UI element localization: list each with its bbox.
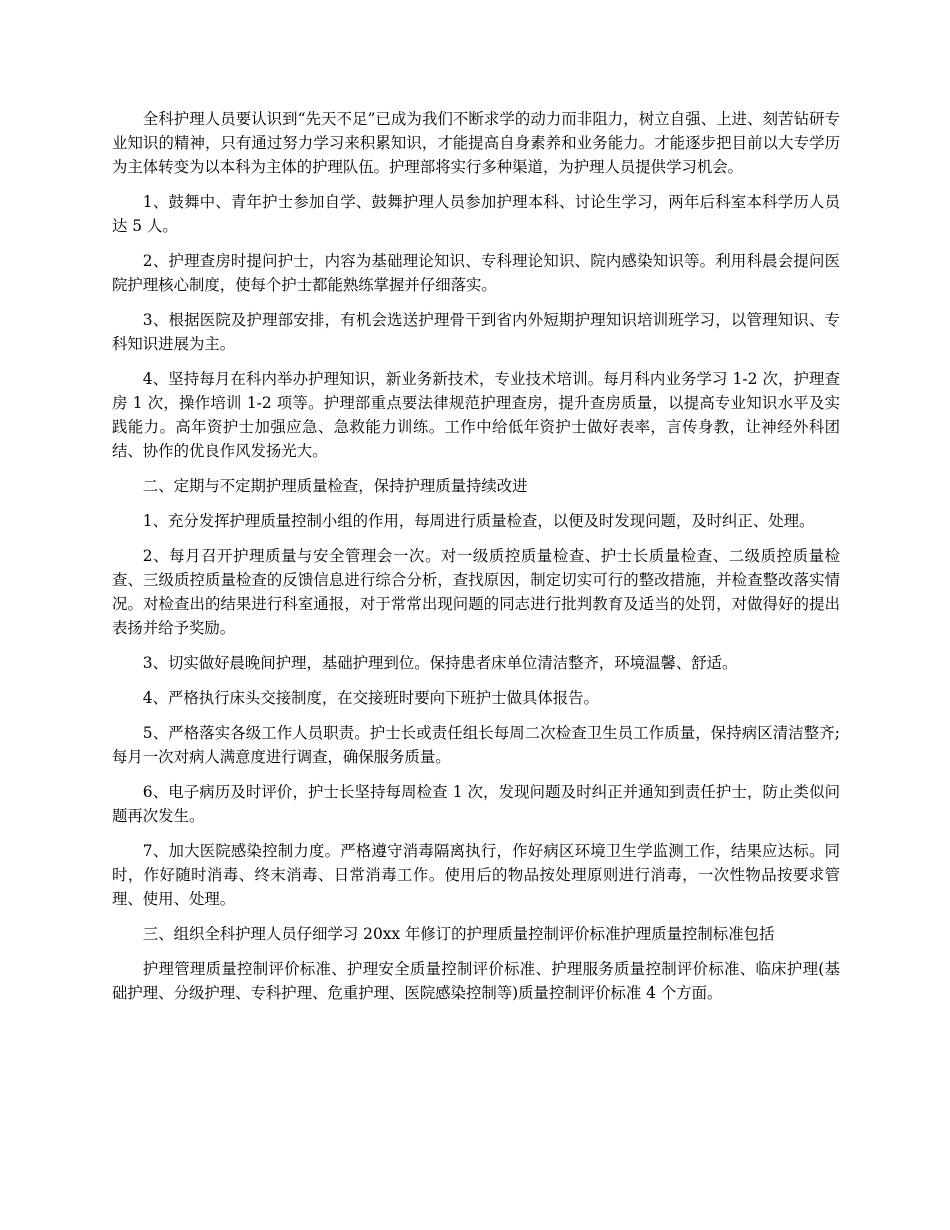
- document-page: [112, 107, 840, 1016]
- paragraph-section2-item-2: 2、每月召开护理质量与安全管理会一次。对一级质控质量检查、护士长质量检查、二级质控质量检查、三级质控质量检查的反馈信息进行综合分析，查找原因，制定切实可行的整改措施，并检查整改落实情况。对检查出的结果进行科室通报，对于常常出现问题的同志进行批判教育及适当的处罚，对做得好的提出表扬并给予奖励。: [112, 547, 840, 637]
- paragraph-section2-item-7: 7、加大医院感染控制力度。严格遵守消毒隔离执行，作好病区环境卫生学监测工作，结果应达标。同时，作好随时消毒、终末消毒、日常消毒工作。使用后的物品按处理原则进行消毒，一次性物品按要求管理、使用、处理。: [112, 842, 840, 908]
- paragraph-section3-body: 护理管理质量控制评价标准、护理安全质量控制评价标准、护理服务质量控制评价标准、临床护理(基础护理、分级护理、专科护理、危重护理、医院感染控制等)质量控制评价标准 4 个方面。: [112, 960, 840, 1002]
- section-heading-3: 三、组织全科护理人员仔细学习 20xx 年修订的护理质量控制评价标准护理质量控制标准包括: [142, 925, 775, 943]
- paragraph-intro: 全科护理人员要认识到“先天不足”已成为我们不断求学的动力而非阻力，树立自强、上进、刻苦钻研专业知识的精神，只有通过努力学习来积累知识，才能提高自身素养和业务能力。才能逐步把目前以大专学历为主体转变为以本科为主体的护理队伍。护理部将实行多种渠道，为护理人员提供学习机会。: [112, 110, 840, 176]
- paragraph-item-2: 2、护理查房时提问护士，内容为基础理论知识、专科理论知识、院内感染知识等。利用科晨会提问医院护理核心制度，使每个护士都能熟练掌握并仔细落实。: [112, 252, 840, 294]
- paragraph-item-3: 3、根据医院及护理部安排，有机会选送护理骨干到省内外短期护理知识培训班学习，以管理知识、专科知识进展为主。: [112, 311, 840, 353]
- paragraph-section2-item-6: 6、电子病历及时评价，护士长坚持每周检查 1 次，发现问题及时纠正并通知到责任护士，防止类似问题再次发生。: [112, 783, 840, 825]
- paragraph-item-1: 1、鼓舞中、青年护士参加自学、鼓舞护理人员参加护理本科、讨论生学习，两年后科室本科学历人员达 5 人。: [112, 193, 840, 235]
- paragraph-item-4: 4、坚持每月在科内举办护理知识，新业务新技术，专业技术培训。每月科内业务学习 1-2 次，护理查房 1 次，操作培训 1-2 项等。护理部重点要法律规范护理查房，提升查房质量，以提高专业知识水平及实践能力。高年资护士加强应急、急救能力训练。工作中给低年资护士做好表率，言传身教，让神经外科团结、协作的优良作风发扬光大。: [112, 370, 840, 460]
- paragraph-section2-item-4: 4、严格执行床头交接制度，在交接班时要向下班护士做具体报告。: [142, 689, 599, 707]
- paragraph-section2-item-3: 3、切实做好晨晚间护理，基础护理到位。保持患者床单位清洁整齐，环境温馨、舒适。: [142, 654, 738, 672]
- paragraph-section2-item-1: 1、充分发挥护理质量控制小组的作用，每周进行质量检查，以便及时发现问题，及时纠正、处理。: [142, 512, 815, 530]
- section-heading-2: 二、定期与不定期护理质量检查，保持护理质量持续改进: [142, 477, 528, 495]
- paragraph-section2-item-5: 5、严格落实各级工作人员职责。护士长或责任组长每周二次检查卫生员工作质量，保持病区清洁整齐;每月一次对病人满意度进行调查，确保服务质量。: [112, 724, 840, 766]
